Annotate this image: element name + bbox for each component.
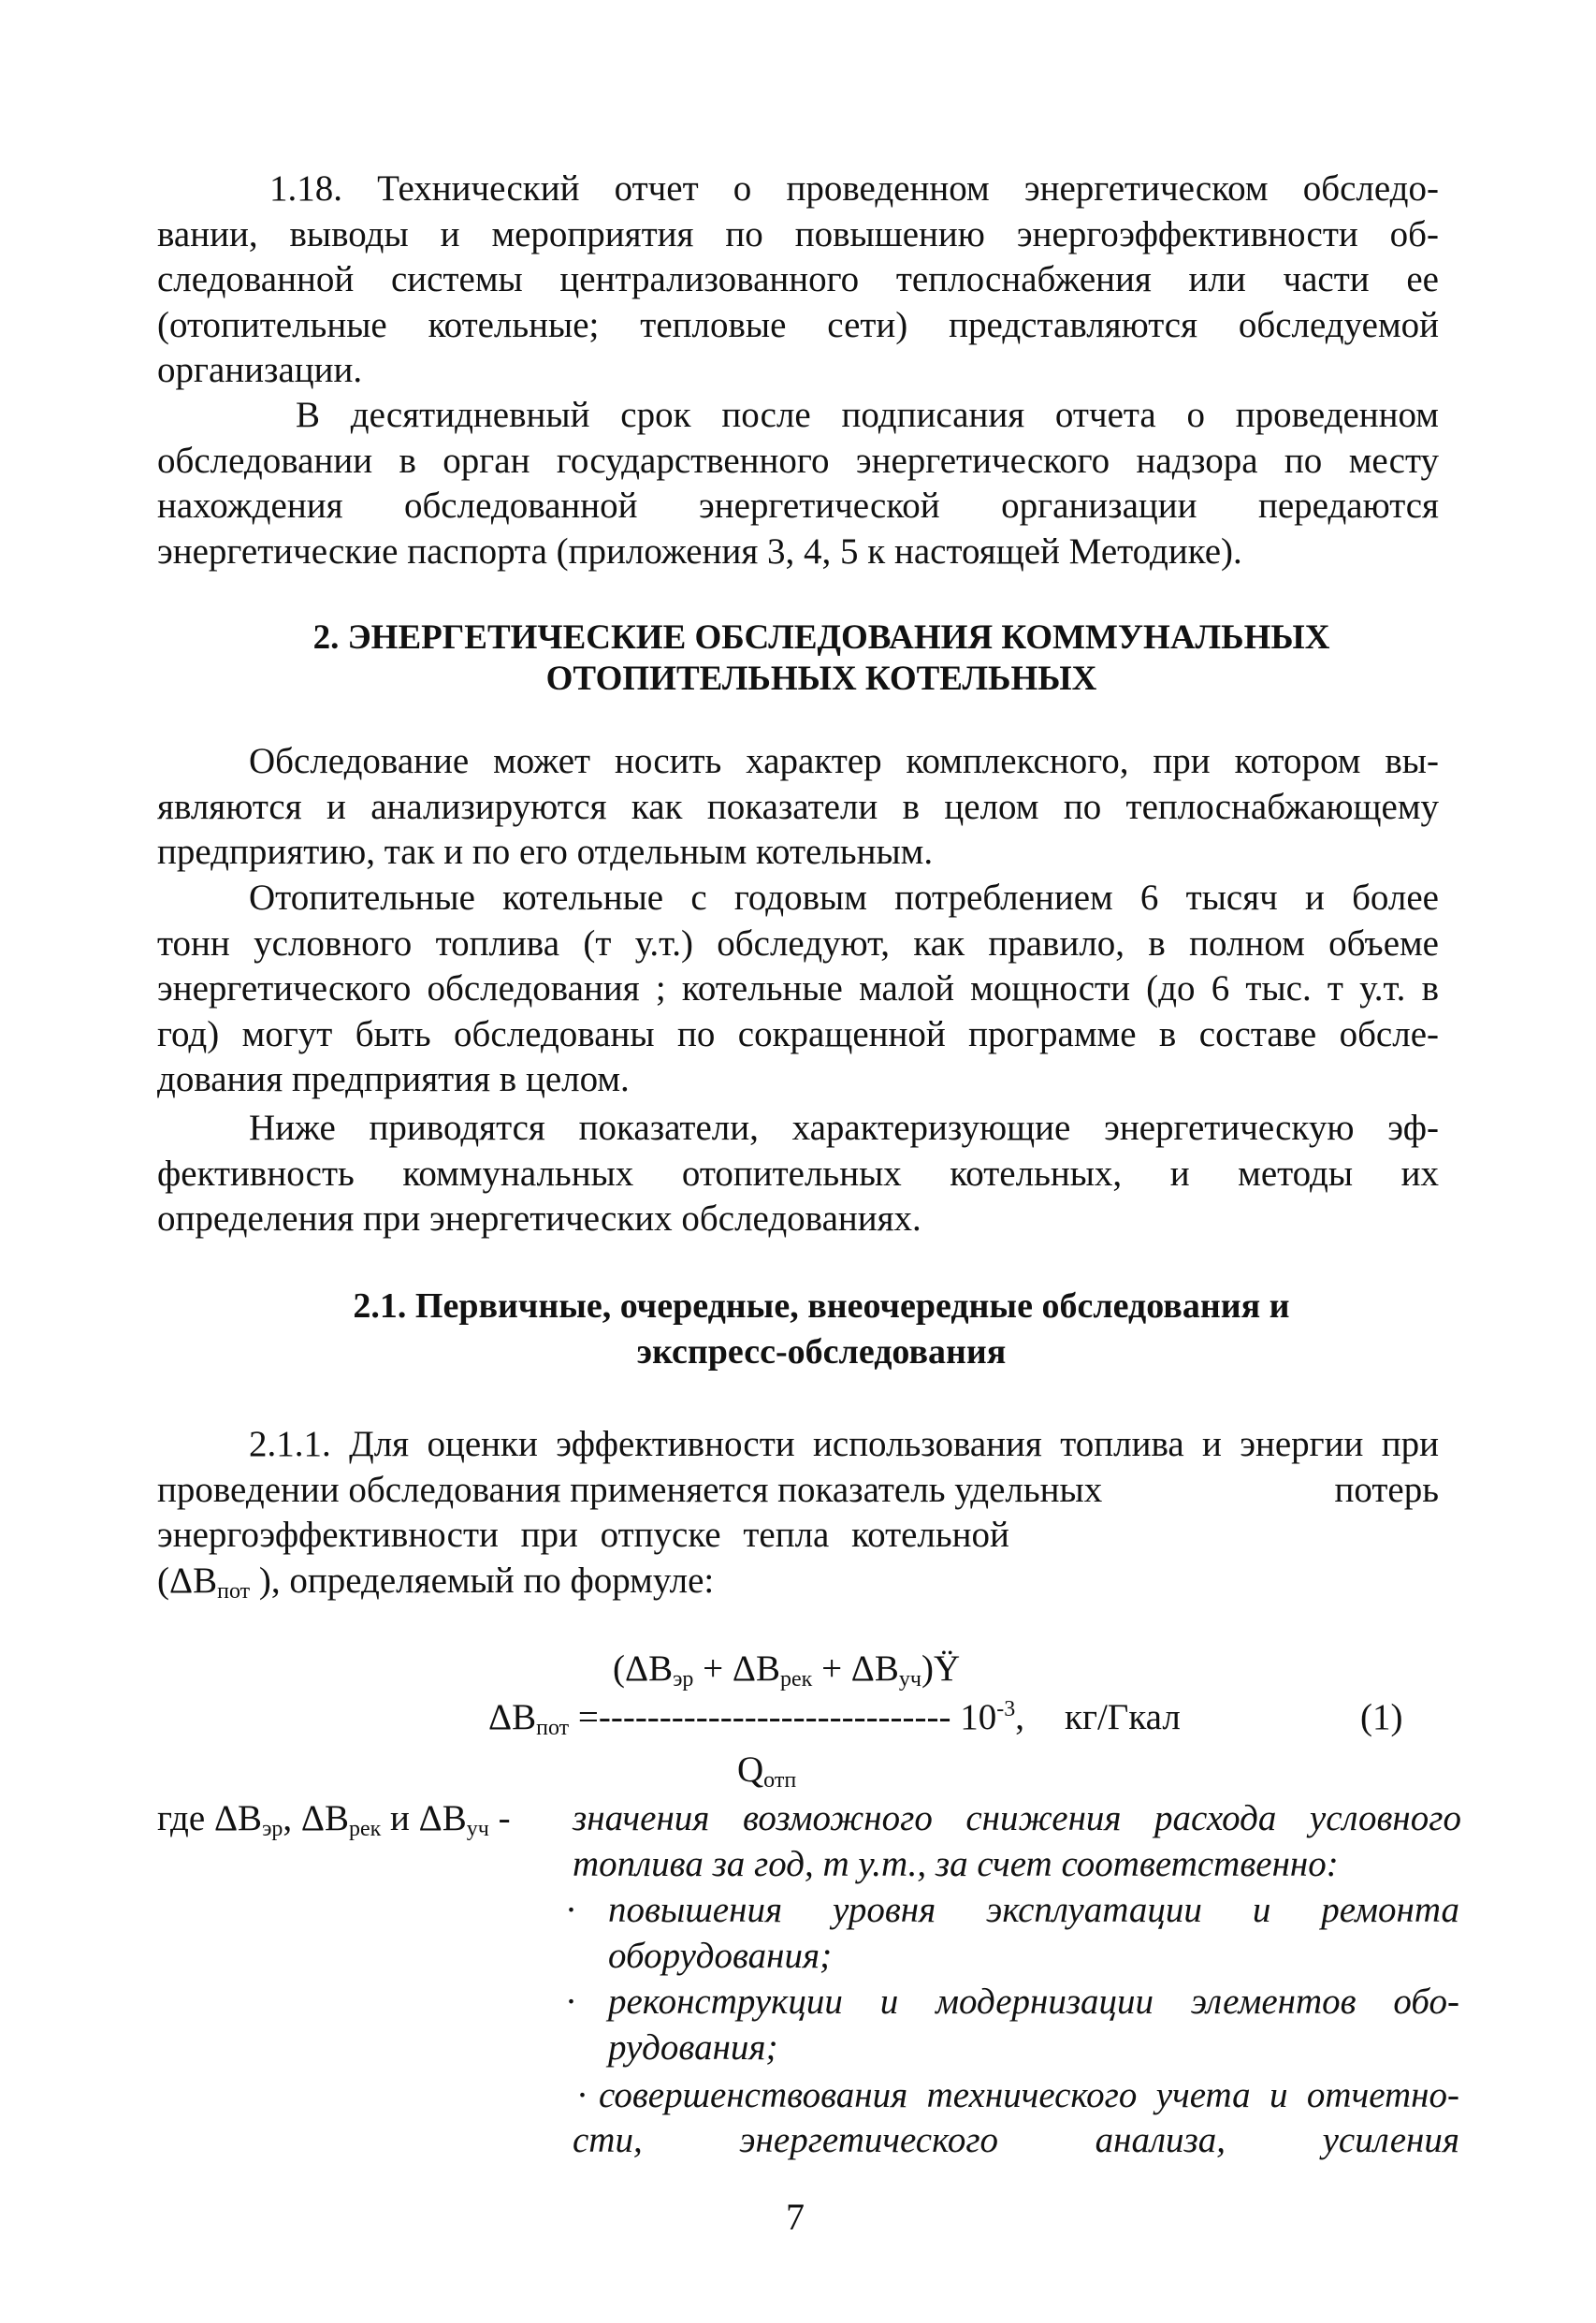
text-line: совершенствования технического учета и отчетно- (599, 2075, 1459, 2115)
formula-text: + ΔB (693, 1648, 780, 1689)
paragraph-2-1-1 (157, 1422, 1439, 1604)
paragraph-1-18 (157, 167, 1439, 394)
bullet-item (599, 2073, 1459, 2119)
subscript: рек (348, 1817, 382, 1841)
subscript: уч (466, 1817, 489, 1841)
subscript: уч (898, 1667, 921, 1691)
subscript: пот (217, 1578, 251, 1604)
text-line: обследовании в орган государственного энергетического надзора по месту (157, 440, 1439, 481)
text-line: определения при энергетических обследованиях. (157, 1198, 921, 1239)
subscript: эр (673, 1667, 694, 1691)
text-line: реконструкции и модернизации элементов обо- (608, 1982, 1459, 2022)
text-line: фективность коммунальных отопительных котельных, и методы их (157, 1153, 1439, 1194)
text-fragment: (ΔB (157, 1560, 218, 1601)
bullet-marker: · (565, 1890, 577, 1930)
subscript: пот (536, 1716, 570, 1740)
formula-text: )Ÿ (921, 1648, 961, 1689)
subscript: отп (763, 1768, 797, 1793)
text-line (157, 1559, 1439, 1604)
text-fragment: проведении обследования применяется показатель удельных (157, 1469, 1103, 1510)
formula-denominator (737, 1748, 796, 1793)
text-line: Обследование может носить характер комплексного, при котором вы- (249, 741, 1439, 781)
text-line: нахождения обследованной энергетической организации передаются (157, 486, 1439, 526)
text-line: 1.18. Технический отчет о проведенном энергетическом обследо- (269, 168, 1439, 209)
bullet-item (608, 1980, 1459, 2070)
text-line: оборудования; (608, 1935, 833, 1976)
paragraph-indicators (157, 1106, 1439, 1242)
formula-text: ΔB (488, 1697, 537, 1737)
heading-line: ОТОПИТЕЛЬНЫХ КОТЕЛЬНЫХ (545, 660, 1097, 698)
heading-line: 2.1. Первичные, очередные, внеочередные обследования и (353, 1286, 1290, 1326)
page-number: 7 (786, 2196, 805, 2238)
bullet-marker: · (576, 2075, 588, 2115)
heading-line: 2. ЭНЕРГЕТИЧЕСКИЕ ОБСЛЕДОВАНИЯ КОММУНАЛЬНЫХ (312, 618, 1330, 657)
text-line: энергетические паспорта (приложения 3, 4, 5 к настоящей Методике). (157, 530, 1242, 572)
formula-numerator (613, 1647, 960, 1691)
bullet-item-continuation (573, 2118, 1459, 2164)
text-line: повышения уровня эксплуатации и ремонта (608, 1890, 1459, 1930)
paragraph-boilers (157, 876, 1439, 1103)
section-2-1-heading (157, 1284, 1486, 1374)
text-line: рудования; (608, 2026, 778, 2068)
text-line: топлива за год, т у.т., за счет соответственно: (573, 1843, 1339, 1884)
bullet-marker: · (565, 1982, 577, 2022)
where-definition (573, 1796, 1461, 1887)
formula-main-line (488, 1695, 1024, 1740)
text-line: являются и анализируются как показатели в целом по теплоснабжающему (157, 786, 1439, 827)
text-line: В десятидневный срок после подписания отчета о проведенном (296, 395, 1439, 435)
text-line: сти, энергетического анализа, усиления (573, 2120, 1459, 2160)
paragraph-complex (157, 739, 1439, 876)
text-line (157, 1468, 1439, 1514)
formula-text: и ΔB (381, 1798, 467, 1838)
text-line: год) могут быть обследованы по сокращенной программе в составе обсле- (157, 1013, 1439, 1054)
section-2-heading (157, 617, 1486, 700)
text-line: энергетического обследования ; котельные малой мощности (до 6 тыс. т у.т. в (157, 968, 1439, 1009)
heading-line: экспресс-обследования (636, 1331, 1007, 1372)
where-clause (157, 1796, 511, 1841)
bullet-item (608, 1888, 1459, 1979)
text-line: энергоэффективности при отпуске тепла котельной (157, 1515, 1009, 1555)
text-fragment: потерь (1334, 1469, 1439, 1510)
text-fragment: ), определяемый по формуле: (250, 1560, 715, 1601)
text-line: значения возможного снижения расхода условного (573, 1798, 1461, 1838)
text-line: Ниже приводятся показатели, характеризующие энергетическую эф- (249, 1108, 1439, 1148)
formula-text: (ΔB (613, 1648, 674, 1689)
formula-text: Q (737, 1750, 764, 1790)
text-line: дования предприятия в целом. (157, 1059, 630, 1099)
text-line: (отопительные котельные; тепловые сети) представляются обследуемой (157, 304, 1439, 345)
formula-text: где ΔB (157, 1798, 263, 1838)
formula-text: , ΔB (283, 1798, 349, 1838)
formula-text: 10 (960, 1697, 997, 1737)
text-line: организации. (157, 350, 363, 390)
subscript: эр (262, 1817, 283, 1841)
formula-unit: кг/Гкал (1065, 1697, 1181, 1737)
text-line: Отопительные котельные с годовым потреблением 6 тысяч и более (249, 878, 1439, 918)
text-line: вании, выводы и мероприятия по повышению энергоэффективности об- (157, 213, 1439, 254)
fraction-bar: =----------------------------- (569, 1697, 961, 1737)
formula-text: + ΔB (812, 1648, 899, 1689)
text-line: предприятию, так и по его отдельным котельным. (157, 832, 934, 872)
superscript: -3 (996, 1697, 1016, 1721)
text-line: 2.1.1. Для оценки эффективности использования топлива и энергии при (249, 1424, 1439, 1464)
text-line: тонн условного топлива (т у.т.) обследуют, как правило, в полном объеме (157, 922, 1439, 964)
formula-text: , (1015, 1697, 1024, 1737)
formula-number: (1) (1360, 1697, 1403, 1737)
formula-text: - (488, 1798, 511, 1838)
paragraph-ten-days (157, 393, 1439, 574)
text-line: следованной системы централизованного теплоснабжения или части ее (157, 259, 1439, 299)
subscript: рек (780, 1667, 813, 1691)
